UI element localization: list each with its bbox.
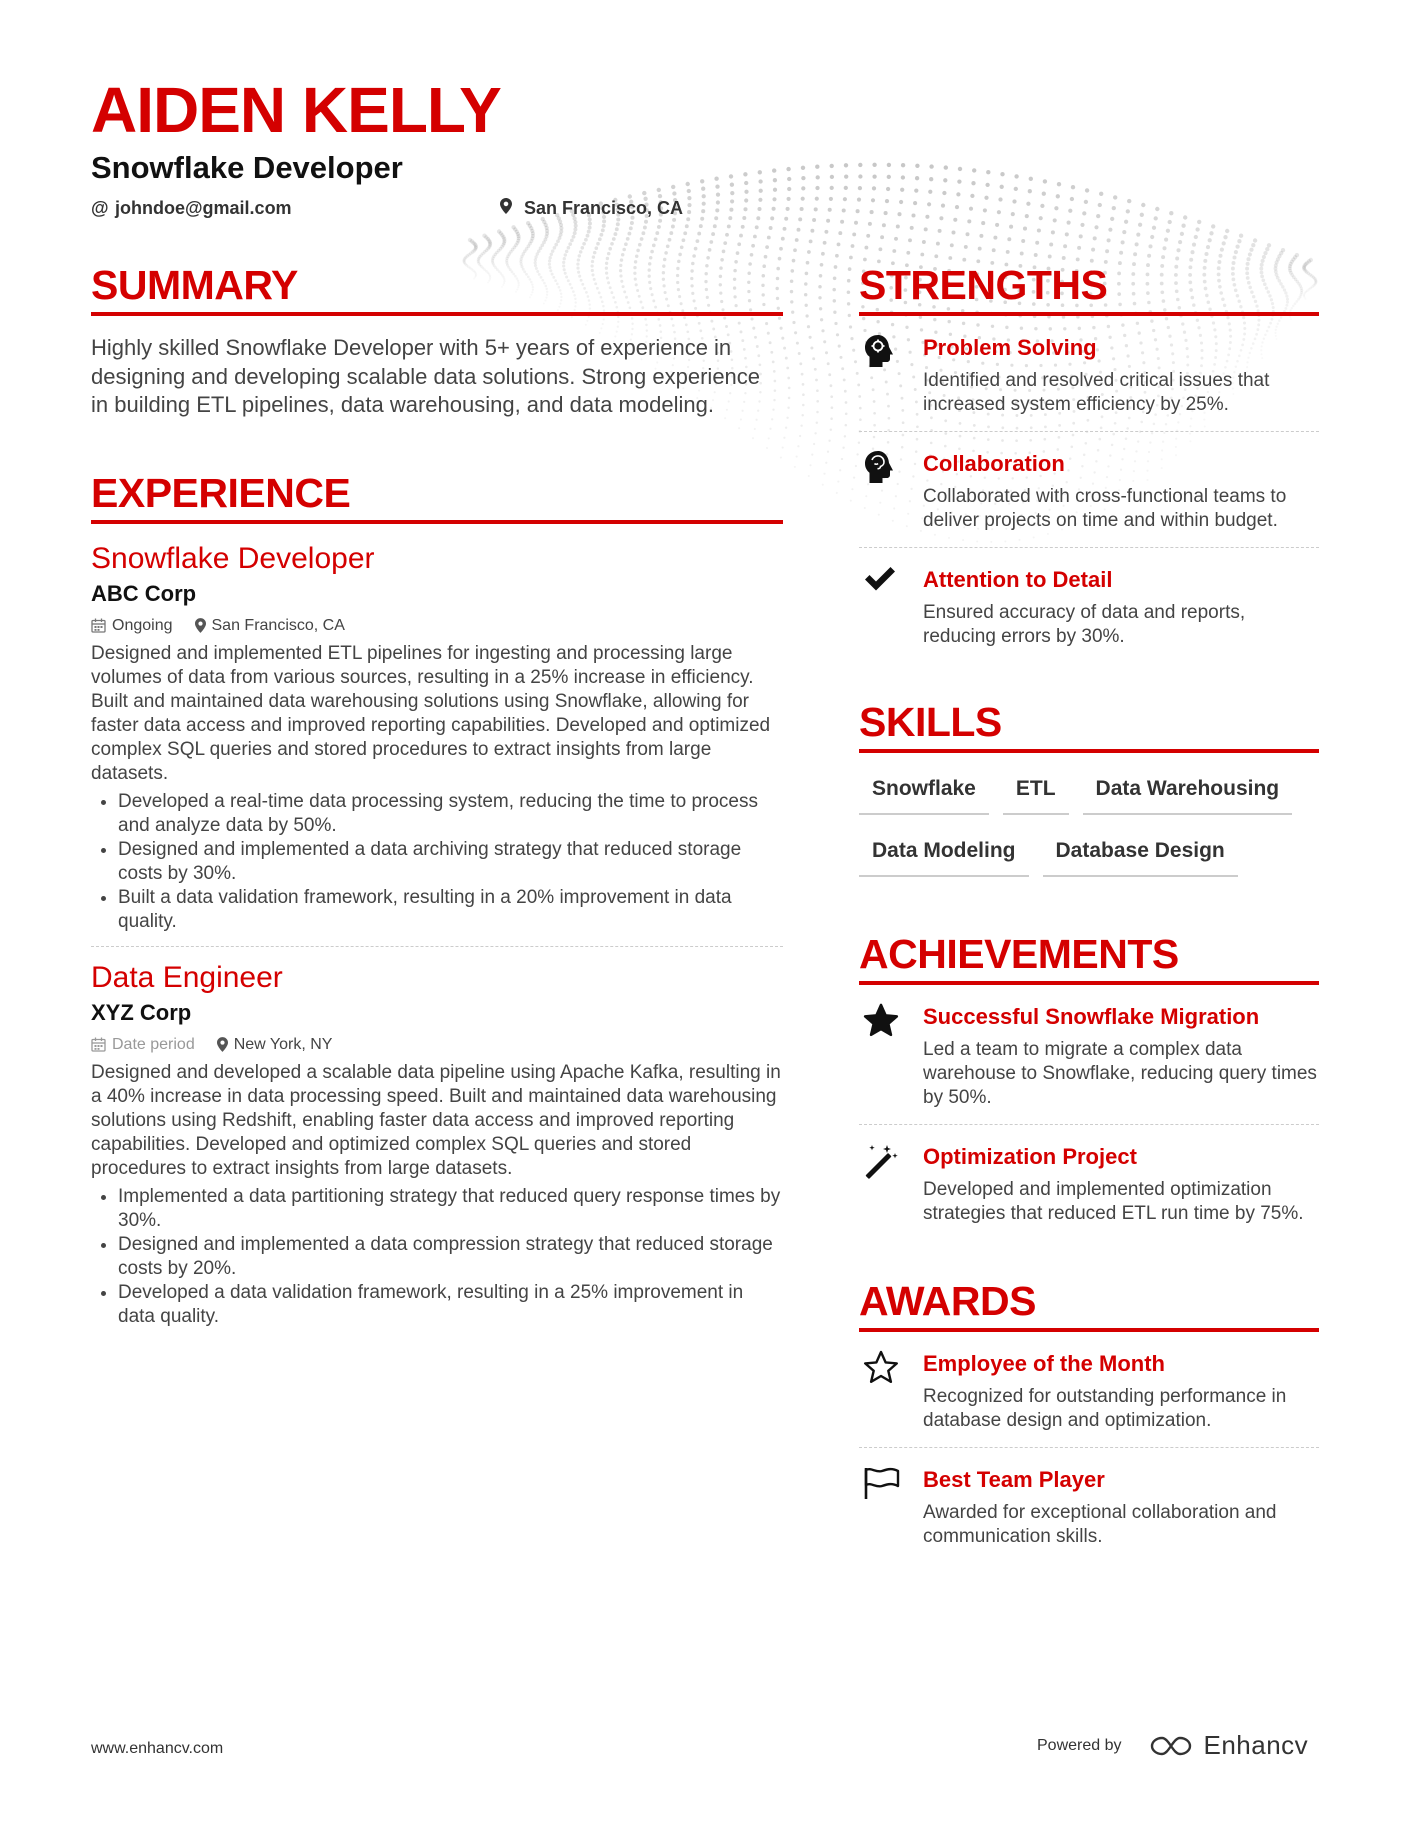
strength-item (859, 431, 1319, 547)
achievement-body (923, 1143, 1319, 1226)
strength-text: Identified and resolved critical issues that increased system efficiency by 25%. (923, 370, 1270, 415)
powered-by-text: Powered by (1037, 1736, 1122, 1754)
company-name: ABC Corp (91, 580, 197, 606)
award-body (923, 1466, 1319, 1549)
award-item (859, 1447, 1319, 1563)
section-divider (859, 749, 1319, 753)
strength-title: Attention to Detail (923, 567, 1113, 592)
award-title: Employee of the Month (923, 1351, 1165, 1376)
strength-text: Ensured accuracy of data and reports, reducing errors by 30%. (923, 602, 1246, 647)
enhancv-logo-icon (1148, 1734, 1194, 1758)
job-bullet: • Developed a data validation framework, resulting in a 25% improvement in data quality. (118, 1281, 783, 1329)
location-pin-icon (195, 618, 206, 633)
magic-wand-icon (859, 1143, 923, 1226)
strength-title: Problem Solving (923, 335, 1097, 360)
award-title: Best Team Player (923, 1467, 1105, 1492)
strength-item (859, 316, 1319, 431)
calendar-icon (91, 618, 106, 633)
job-meta (91, 615, 783, 637)
head-icon (859, 450, 923, 533)
summary-text: Highly skilled Snowflake Developer with 5+ years of experience in designing and developing scalable data solutions. Strong experience in building ETL pipelines, data warehousing, and data modeling. (91, 335, 761, 417)
email-text: johndoe@gmail.com (115, 198, 292, 218)
skill-tag: Snowflake (859, 769, 989, 815)
award-item (859, 1332, 1319, 1447)
job-date (91, 615, 173, 637)
awards-heading: AWARDS (859, 1278, 1036, 1324)
achievement-text: Developed and implemented optimization strategies that reduced ETL run time by 75%. (923, 1179, 1304, 1224)
experience-heading: EXPERIENCE (91, 469, 351, 516)
footer-website[interactable]: www.enhancv.com (91, 1740, 224, 1757)
achievement-text: Led a team to migrate a complex data warehouse to Snowflake, reducing query times by 50%. (923, 1039, 1317, 1108)
section-divider (91, 520, 783, 524)
strength-item (859, 547, 1319, 663)
contact-email[interactable] (91, 198, 500, 219)
location-pin-icon (500, 198, 516, 219)
check-icon (859, 566, 923, 649)
job-location-text: New York, NY (233, 1035, 333, 1053)
candidate-title: Snowflake Developer (91, 150, 403, 185)
strength-body (923, 450, 1319, 533)
skills-heading: SKILLS (859, 699, 1002, 745)
achievements-section (859, 929, 1319, 1240)
star-outline-filled-icon (859, 1003, 923, 1110)
achievement-item (859, 1124, 1319, 1240)
flag-icon (859, 1466, 923, 1549)
job-bullets (91, 790, 783, 934)
award-text: Recognized for outstanding performance in database design and optimization. (923, 1386, 1287, 1431)
strength-body (923, 334, 1319, 417)
award-text: Awarded for exceptional collaboration and communication skills. (923, 1502, 1277, 1547)
job-title: Snowflake Developer (91, 541, 375, 575)
job-entry (91, 540, 783, 947)
achievement-item (859, 985, 1319, 1124)
skill-tag: Data Warehousing (1083, 769, 1293, 815)
skill-tag: ETL (1003, 769, 1069, 815)
left-column (91, 260, 783, 1329)
skills-list (859, 769, 1319, 893)
entry-divider (91, 946, 783, 947)
head-icon (859, 334, 923, 417)
strength-title: Collaboration (923, 451, 1065, 476)
job-description: Designed and implemented ETL pipelines for ingesting and processing large volumes of data from various sources, resulting in a 25% increase in efficiency. Built and maintained data warehousing solutions using Snowflake, allowing for faster data access and improved reporting capabilities. Developed and optimized complex SQL queries and stored procedures to extract insights from large datasets. (91, 642, 771, 784)
skills-section (859, 697, 1319, 893)
location-pin-icon (217, 1037, 228, 1052)
strengths-section (859, 260, 1319, 663)
enhancv-brand-text: Enhancv (1203, 1730, 1309, 1760)
resume-header (91, 72, 791, 219)
job-meta (91, 1034, 783, 1056)
experience-section (91, 468, 783, 1329)
skill-tag: Database Design (1043, 831, 1238, 877)
job-title: Data Engineer (91, 960, 283, 994)
award-body (923, 1350, 1319, 1433)
at-icon: @ (91, 198, 109, 218)
job-date (91, 1034, 195, 1056)
achievement-title: Successful Snowflake Migration (923, 1004, 1260, 1029)
right-column (859, 260, 1319, 1563)
job-location (217, 1034, 333, 1056)
achievement-body (923, 1003, 1319, 1110)
skill-tag: Data Modeling (859, 831, 1029, 877)
job-entry (91, 959, 783, 1329)
strength-text: Collaborated with cross-functional teams to deliver projects on time and within budget. (923, 486, 1287, 531)
section-divider (91, 312, 783, 316)
achievements-heading: ACHIEVEMENTS (859, 931, 1179, 977)
job-bullets (91, 1185, 783, 1329)
job-date-text: Ongoing (112, 616, 173, 634)
calendar-icon (91, 1037, 106, 1052)
strengths-heading: STRENGTHS (859, 262, 1108, 308)
job-bullet: • Built a data validation framework, resulting in a 20% improvement in data quality. (118, 886, 783, 934)
job-bullet: • Designed and implemented a data archiving strategy that reduced storage costs by 30%. (118, 838, 783, 886)
achievement-title: Optimization Project (923, 1144, 1137, 1169)
contact-location (500, 198, 683, 219)
location-text: San Francisco, CA (524, 198, 684, 218)
star-icon (859, 1350, 923, 1433)
company-name: XYZ Corp (91, 999, 192, 1025)
candidate-name: AIDEN KELLY (91, 74, 501, 146)
job-bullet: • Developed a real-time data processing system, reducing the time to process and analyze data by 50%. (118, 790, 783, 838)
job-date-text: Date period (112, 1035, 195, 1053)
contact-row (91, 198, 791, 219)
job-bullet: • Implemented a data partitioning strategy that reduced query response times by 30%. (118, 1185, 783, 1233)
summary-heading: SUMMARY (91, 262, 298, 308)
job-location (195, 615, 345, 637)
footer-branding (1037, 1730, 1308, 1761)
job-location-text: San Francisco, CA (211, 616, 345, 634)
job-bullet: • Designed and implemented a data compression strategy that reduced storage costs by 20%. (118, 1233, 783, 1281)
awards-section (859, 1276, 1319, 1563)
job-description: Designed and developed a scalable data pipeline using Apache Kafka, resulting in a 40% increase in data processing speed. Built and maintained data warehousing solutions using Redshift, enabling faster data access and improved reporting capabilities. Developed and optimized complex SQL queries and stored procedures to extract insights from large datasets. (91, 1061, 781, 1179)
summary-section (91, 260, 783, 420)
strength-body (923, 566, 1319, 649)
